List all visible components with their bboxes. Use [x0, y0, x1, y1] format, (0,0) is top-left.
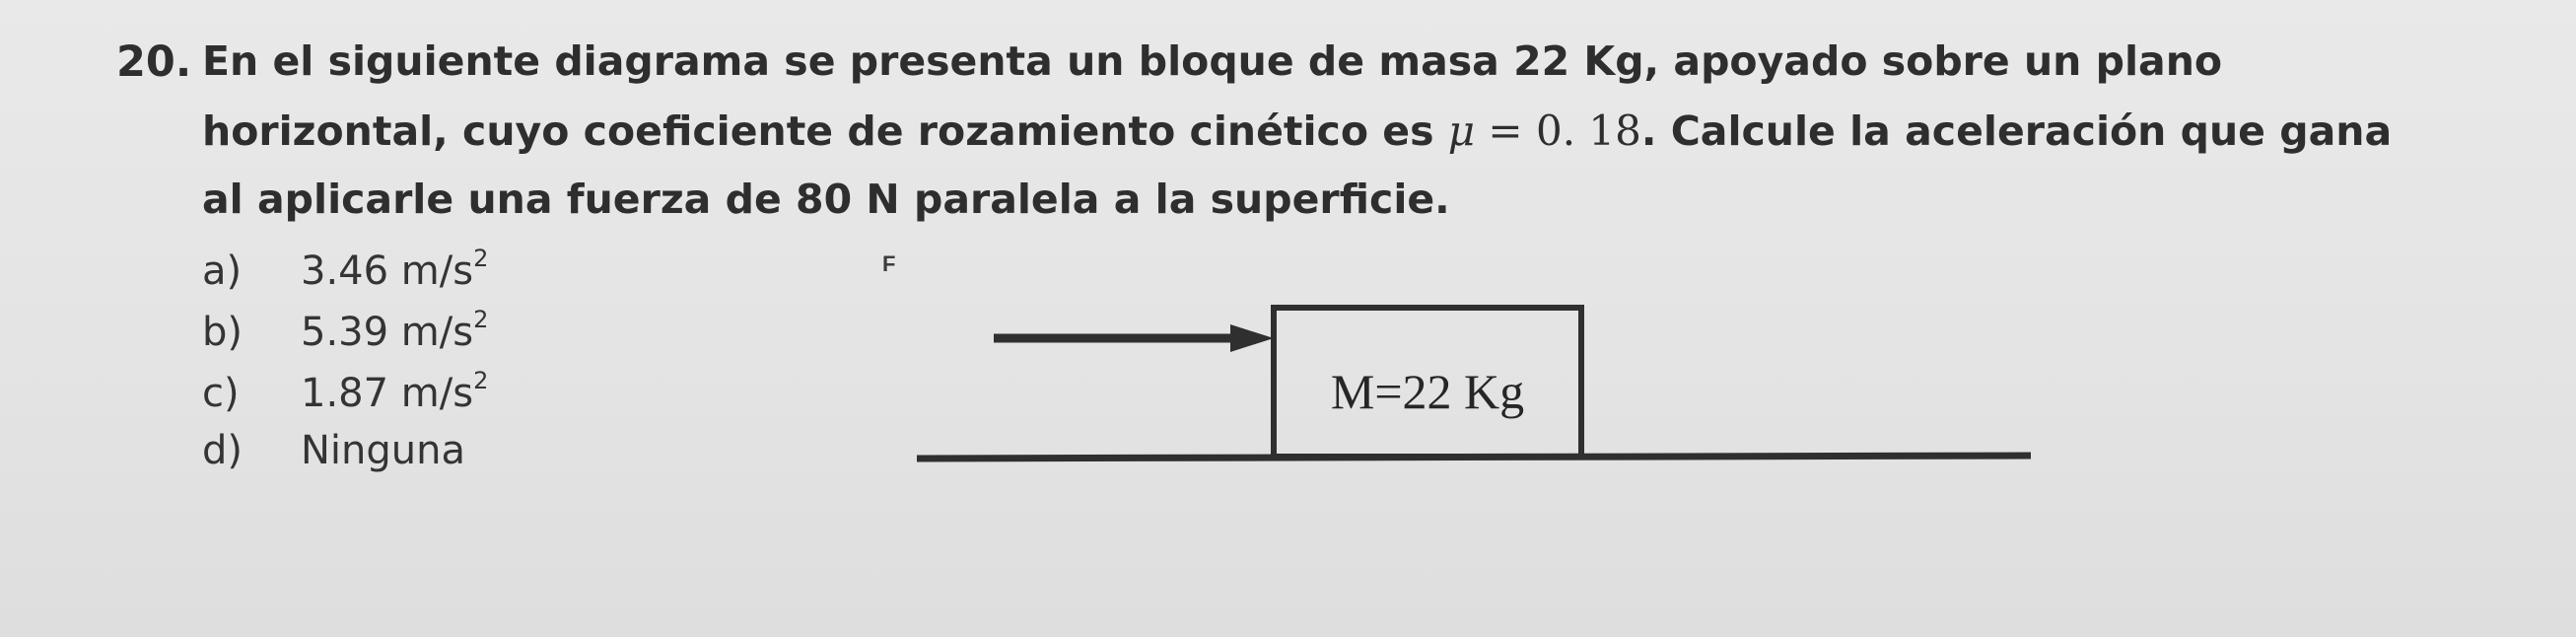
option-a[interactable] [202, 245, 488, 304]
question-text-line-2 [202, 106, 2392, 155]
option-letter: a) [202, 248, 243, 294]
question-number: 20. [116, 37, 192, 87]
block-mass-label: M=22 Kg [1330, 364, 1525, 419]
friction-coefficient [1448, 106, 1641, 155]
option-value: 5.39 m/s [301, 310, 474, 355]
question-text-line-2-end: . Calcule la aceleración que gana [1640, 107, 2393, 155]
option-value: 1.87 m/s [301, 371, 474, 416]
option-exponent: 2 [473, 367, 489, 394]
option-exponent: 2 [473, 245, 489, 272]
force-label: F [882, 251, 896, 276]
question-text-line-2-start: horizontal, cuyo coeficiente de rozamiento cinético es [202, 107, 1448, 155]
option-letter: c) [202, 371, 240, 416]
option-value: Ninguna [301, 428, 465, 473]
option-exponent: 2 [473, 306, 489, 333]
question-text-line-3: al aplicarle una fuerza de 80 N paralela a la superficie. [202, 176, 1450, 223]
option-letter: d) [202, 428, 243, 473]
option-d[interactable] [202, 428, 465, 487]
mu-symbol: μ [1447, 106, 1476, 155]
option-c[interactable] [202, 367, 488, 426]
question-text-line-1: En el siguiente diagrama se presenta un bloque de masa 22 Kg, apoyado sobre un plano [202, 37, 2223, 85]
mu-value: = 0. 18 [1475, 106, 1641, 155]
option-letter: b) [202, 310, 243, 355]
diagram-svg [887, 237, 2051, 483]
option-value: 3.46 m/s [301, 248, 474, 294]
free-body-diagram [887, 237, 2051, 483]
option-b[interactable] [202, 306, 488, 365]
force-arrow-head [1230, 324, 1274, 352]
